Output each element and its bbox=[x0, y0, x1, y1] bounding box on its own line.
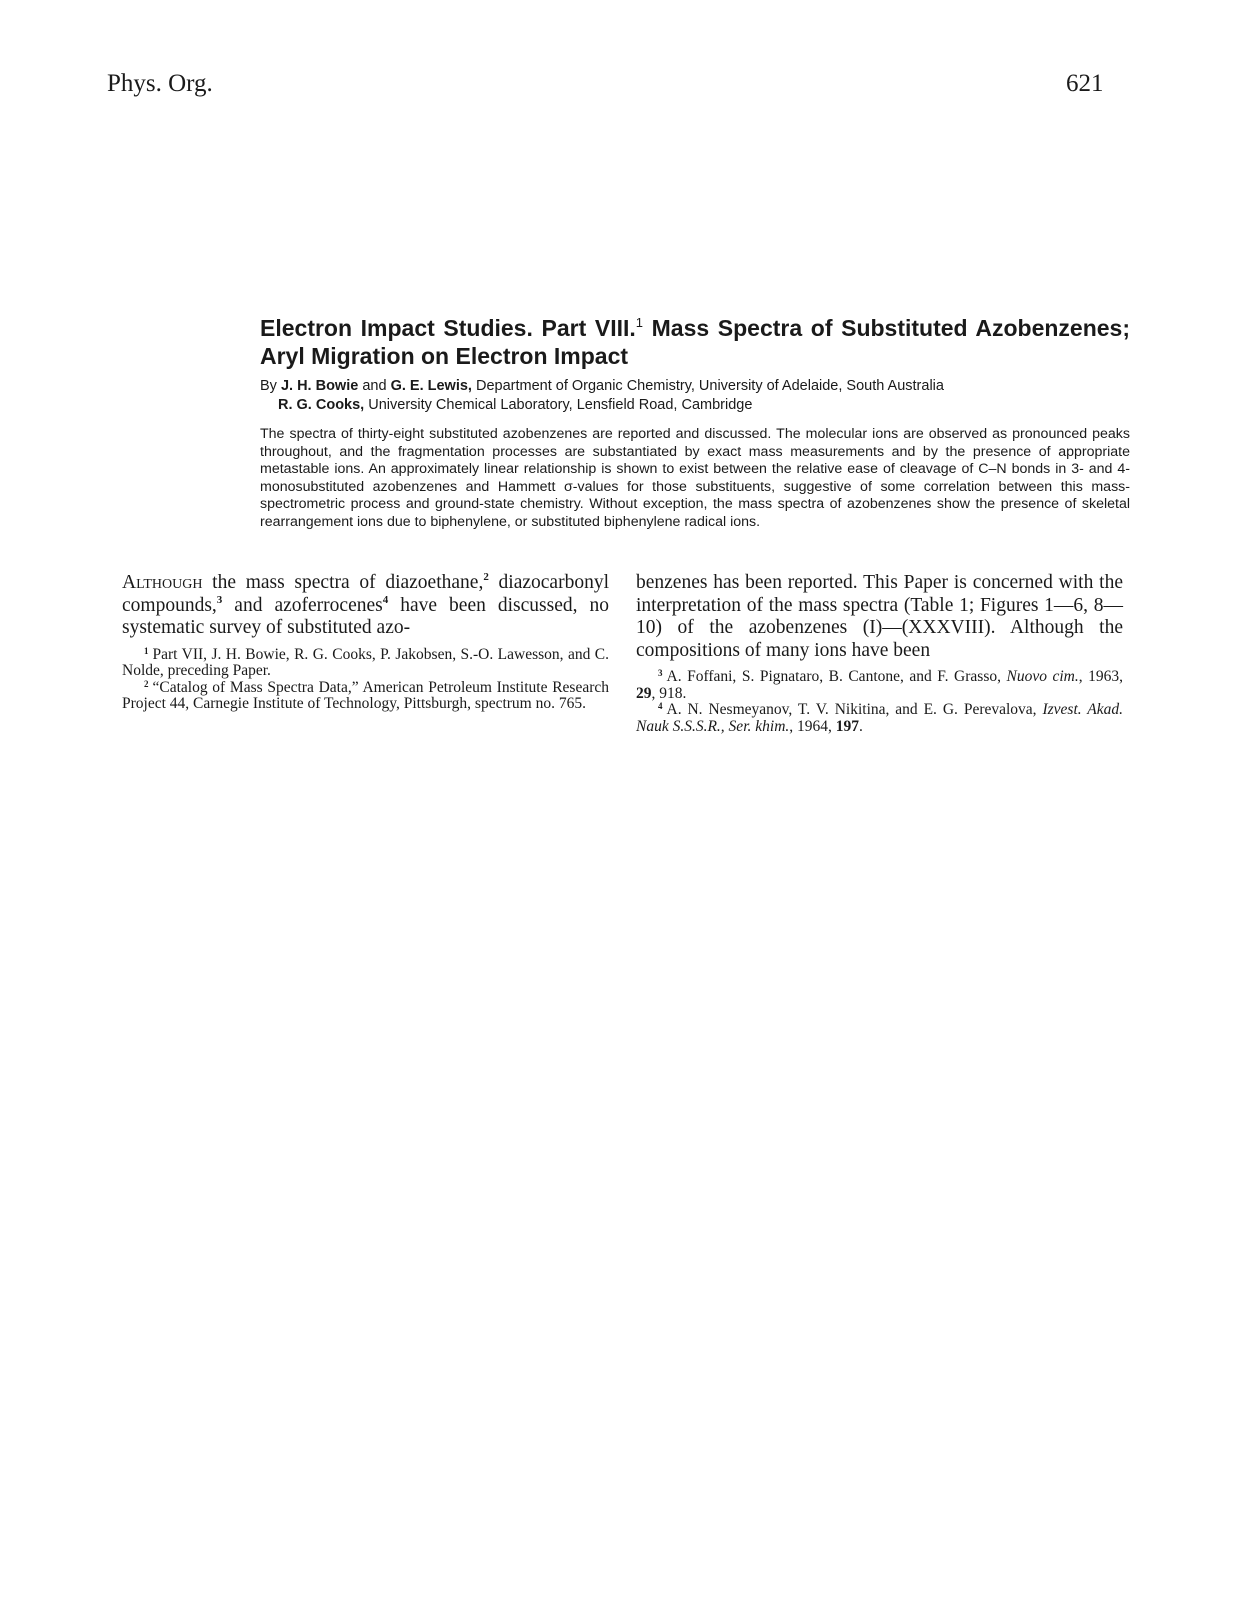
author-bowie: J. H. Bowie bbox=[280, 378, 359, 394]
footnote-3-text-b: , 1963, bbox=[1078, 668, 1123, 686]
footnote-2 bbox=[122, 680, 609, 713]
footnote-2-number: 2 bbox=[144, 678, 149, 689]
reference-marker-2: 2 bbox=[483, 571, 489, 583]
page-number: 621 bbox=[1066, 70, 1104, 97]
author-line-2 bbox=[260, 396, 1130, 415]
footnote-4-volume: 197 bbox=[835, 717, 860, 735]
by-label: By bbox=[260, 378, 281, 394]
footnote-1-number: 1 bbox=[144, 645, 149, 656]
abstract: The spectra of thirty-eight substituted azobenzenes are reported and discussed. The molecular ions are observed as pronounced peaks throughout, and the fragmentation processes are substantiated by exact mass measurements and by the presence of appropriate metastable ions. An approximately linear relationship is shown to exist between the relative ease of cleavage of C–N bonds in 3- and 4-monosubstituted azobenzenes and Hammett σ-values for those substituents, suggestive of some correlation between this mass-spectrometric process and ground-state chemistry. Without exception, the mass spectra of azobenzenes show the presence of skeletal rearrangement ions due to biphenylene, or substituted biphenylene radical ions. bbox=[260, 426, 1130, 530]
title-text-part2: Mass Spectra of Substituted Azobenzenes; Aryl Migration on Electron Impact bbox=[260, 315, 1130, 369]
footnote-3-text-a: A. Foffani, S. Pignataro, B. Cantone, and F. Grasso, bbox=[666, 668, 1007, 686]
footnote-3-volume: 29 bbox=[636, 684, 652, 702]
reference-marker-3: 3 bbox=[216, 593, 223, 606]
running-header-section: Phys. Org. bbox=[107, 70, 213, 97]
footnotes-left bbox=[122, 647, 609, 713]
author-lewis: G. E. Lewis, bbox=[390, 378, 472, 394]
lead-word: Although bbox=[122, 572, 203, 593]
footnote-1-text: Part VII, J. H. Bowie, R. G. Cooks, P. Jakobsen, S.-O. Lawesson, and C. Nolde, preceding Paper. bbox=[122, 645, 609, 680]
footnote-1 bbox=[122, 647, 609, 680]
footnote-4-number: 4 bbox=[658, 701, 663, 712]
article-title bbox=[260, 314, 1130, 370]
footnote-4 bbox=[636, 702, 1123, 735]
article-heading bbox=[260, 314, 1130, 545]
author-cooks: R. G. Cooks, bbox=[278, 397, 365, 413]
title-text-part1: Electron Impact Studies. Part VIII. bbox=[260, 315, 636, 341]
footnote-4-journal: Izvest. Akad. Nauk S.S.S.R., Ser. khim. bbox=[636, 701, 1124, 735]
affiliation-cambridge: University Chemical Laboratory, Lensfield Road, Cambridge bbox=[364, 397, 753, 413]
reference-marker-4: 4 bbox=[382, 593, 389, 606]
and-label: and bbox=[358, 378, 391, 394]
footnote-3-text-c: , 918. bbox=[651, 684, 687, 702]
footnote-4-text-b: , 1964, bbox=[789, 717, 836, 735]
footnotes-right bbox=[636, 669, 1123, 735]
body-column-left bbox=[122, 572, 609, 713]
body-text-a: the mass spectra of diazoethane, bbox=[202, 572, 484, 593]
footnote-3 bbox=[636, 669, 1123, 702]
body-paragraph-left bbox=[122, 572, 609, 640]
body-text-c: and azoferrocenes bbox=[222, 594, 383, 616]
footnote-3-journal: Nuovo cim. bbox=[1006, 668, 1079, 686]
footnote-4-text-a: A. N. Nesmeyanov, T. V. Nikitina, and E. G. Perevalova, bbox=[666, 701, 1043, 719]
author-block bbox=[260, 377, 1130, 415]
footnote-2-text: “Catalog of Mass Spectra Data,” American Petroleum Institute Research Project 44, Carnegie Institute of Technology, Pittsburgh, spectrum no. 765. bbox=[122, 678, 609, 713]
body-paragraph-right: benzenes has been reported. This Paper is concerned with the interpretation of the mass spectra (Table 1; Figures 1—6, 8—10) of the azobenzenes (I)—(XXXVIII). Although the compositions of many ions have been bbox=[636, 572, 1123, 661]
body-column-right bbox=[636, 572, 1123, 735]
affiliation-adelaide: Department of Organic Chemistry, University of Adelaide, South Australia bbox=[471, 378, 944, 394]
author-line-1 bbox=[260, 377, 1130, 396]
footnote-4-text-c: . bbox=[859, 717, 863, 735]
footnote-3-number: 3 bbox=[658, 668, 663, 679]
body-text-d: have been discussed, no systematic survey of substituted azo- bbox=[122, 594, 609, 639]
body-text-b: diazocarbonyl compounds, bbox=[122, 572, 609, 616]
title-reference-marker: 1 bbox=[635, 315, 643, 330]
